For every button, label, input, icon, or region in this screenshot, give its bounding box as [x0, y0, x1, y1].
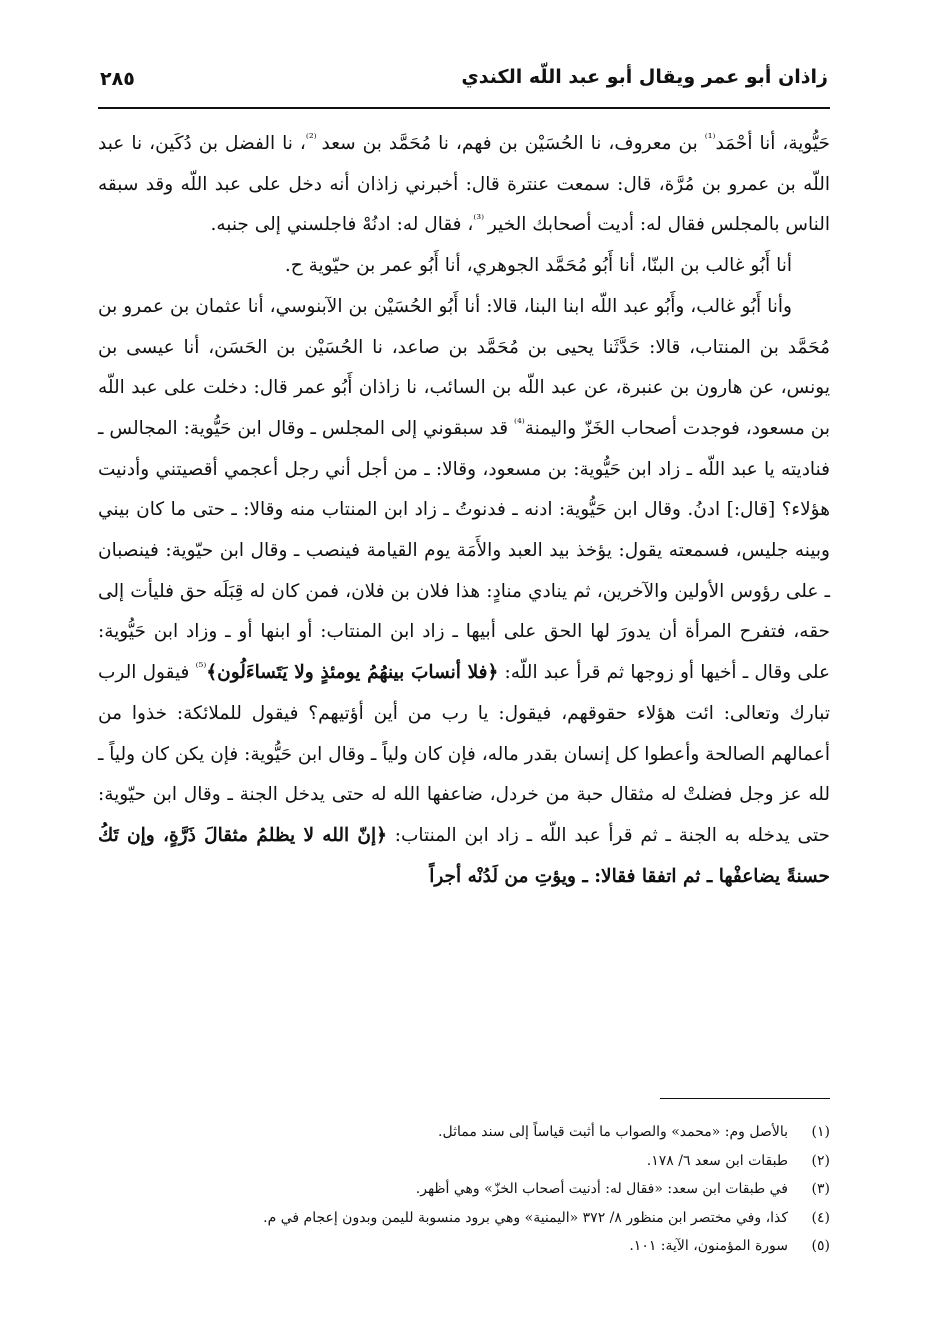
footnote-ref-3: ⁽³⁾	[473, 212, 488, 227]
paragraph-1	[98, 124, 830, 246]
footnote-ref-1: ⁽¹⁾	[704, 130, 716, 145]
footnote-text: كذا، وفي مختصر ابن منظور ٨/ ٣٧٢ «اليمنية» وهي برود منسوبة لليمن وبدون إعجام في م.	[263, 1209, 788, 1226]
quran-verse-1: ﴿فلا أنسابَ بينهُمُ يومئذٍ ولا يَتَساءَلُون﴾	[206, 662, 499, 684]
footnote-4	[98, 1204, 830, 1233]
quran-verse-2: ﴿إنّ الله لا يظلمُ مثقالَ ذَرَّةٍ، وإن تَكُ حسنةً يضاعفْها ـ ثم اتفقا فقالا: ـ ويؤتِ من لَدُنْه أجراً	[98, 824, 830, 887]
footnote-3	[98, 1175, 830, 1204]
footnote-number: (٥)	[811, 1238, 830, 1254]
footnote-number: (٤)	[811, 1209, 830, 1226]
footnote-text: سورة المؤمنون، الآية: ١٠١.	[629, 1238, 788, 1254]
paragraph-2: أنا أَبُو غالب بن البنّا، أنا أَبُو مُحَمَّد الجوهري، أنا أَبُو عمر بن حيّوية ح.	[284, 255, 792, 277]
footnote-rule	[660, 1098, 830, 1099]
footnote-number: (١)	[811, 1124, 830, 1140]
text-run: قد سبقوني إلى المجلس ـ وقال ابن حَيُّوية: المجالس ـ فناديته يا عبد اللّه ـ زاد ابن حَيُّوية: بن مسعود، وقالا: ـ من أجل أني رجل أعجمي أقصيتني وأدنيت هؤلاء؟ [قال:] ادنُ. وقال ابن حَيُّوية: ادنه ـ فدنوتُ ـ زاد ابن المنتاب منه وقالا: ـ حتى ما كان بيني وبينه جليس، فسمعته يقول: يؤخذ بيد العبد والأَمَة يوم القيامة فينصب ـ وقال ابن حيّوية: فينصبان ـ على رؤوس الأولين والآخرين، ثم ينادي منادٍ: هذا فلان بن فلان، فمن كان له قِبَلَه حق فليأت إلى حقه، فتفرح المرأة أن يدورَ لها الحق على أبيها ـ زاد ابن المنتاب: أو ابنها أو ـ وزاد ابن حَيُّوية: على وقال ـ أخيها أو زوجها ثم قرأ عبد اللّه:	[98, 417, 830, 684]
footnote-number: (٣)	[811, 1181, 830, 1197]
footnote-number: (٢)	[811, 1152, 830, 1169]
paragraph-3	[98, 287, 830, 898]
running-title: زاذان أبو عمر ويقال أبو عبد اللّه الكندي	[461, 66, 828, 88]
footnote-5	[98, 1232, 830, 1261]
page-number: ٢٨٥	[100, 68, 135, 90]
text-run: ، فقال له: ادنُهْ فاجلسني إلى جنبه.	[210, 214, 474, 236]
text-run: وأنا أَبُو غالب، وأَبُو عبد اللّه ابنا البنا، قالا: أنا أَبُو الحُسَيْن بن الآبنوسي، أنا عثمان بن عمرو بن مُحَمَّد بن المنتاب، قالا: حَدَّثَنا يحيى بن مُحَمَّد بن صاعد، نا الحُسَيْن بن الحَسَن، أنا عيسى بن يونس، عن هارون بن عنبرة، عن عبد اللّه بن السائب، نا زاذان أَبُو عمر قال: دخلت على عبد اللّه بن مسعود، فوجدت أصحاب الخَزّ واليمنة	[98, 295, 830, 439]
footnote-text: في طبقات ابن سعد: «فقال له: أدنيت أصحاب الخزّ» وهي أظهر.	[415, 1181, 788, 1197]
text-run: فيقول الرب تبارك وتعالى: ائت هؤلاء حقوقهم، فيقول: يا رب من أين أؤتيهم؟ فيقول للملائكة: خذوا من أعمالهم الصالحة وأعطوا كل إنسان بقدر ماله، فإن كان ولياً ـ وقال ابن حَيُّوية: فإن يكن كان ولياً ـ لله عز وجل فضلتْ له مثقال حبة من خردل، ضاعفها الله له حتى يدخل الجنة ـ وقال ابن حيّوية: حتى يدخله به الجنة ـ ثم قرأ عبد اللّه ـ زاد ابن المنتاب:	[98, 662, 830, 846]
main-text	[98, 124, 830, 897]
footnote-ref-5: ⁽⁵⁾	[195, 659, 207, 674]
footnote-text: طبقات ابن سعد ٦/ ١٧٨.	[646, 1152, 788, 1169]
footnote-text: بالأصل وم: «محمد» والصواب ما أثبت قياساً إلى سند مماثل.	[438, 1124, 788, 1140]
footnotes	[98, 1118, 830, 1261]
header-rule	[98, 107, 830, 109]
footnote-ref-2: ⁽²⁾	[305, 130, 322, 145]
footnote-2	[98, 1147, 830, 1176]
text-run: حَيُّوية، أنا أحْمَد	[715, 133, 830, 154]
footnote-ref-4: ⁽⁴⁾	[514, 415, 525, 430]
text-run: بن معروف، نا الحُسَيْن بن فهم، نا مُحَمَّد بن سعد	[321, 133, 705, 154]
footnote-1	[98, 1118, 830, 1147]
text-run: ، نا الفضل بن دُكَين، نا عبد اللّه بن عمرو بن مُرَّة، قال: سمعت عنترة قال: أخبرني زاذان أنه دخل على عبد اللّه وقد سبقه الناس بالمجلس فقال له: أديت أصحابك الخير	[98, 133, 830, 236]
